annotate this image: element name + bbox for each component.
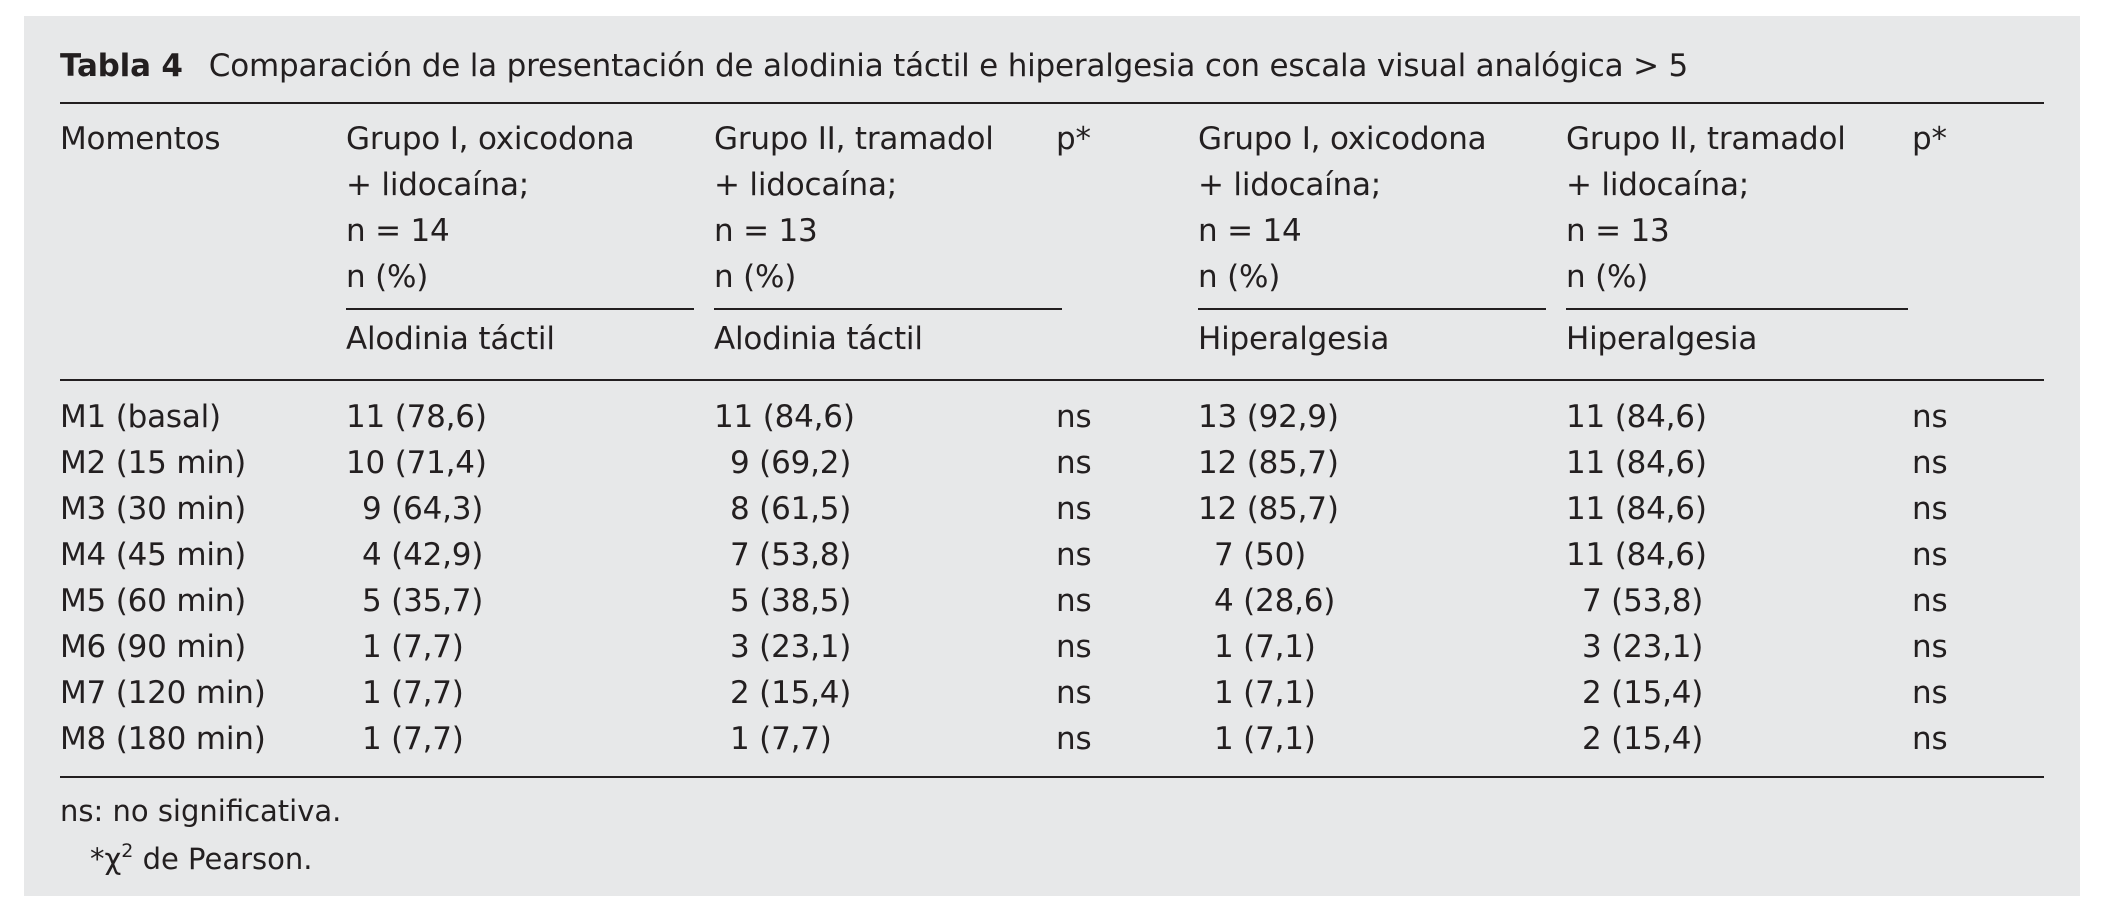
table-cell: ns: [1912, 675, 1948, 711]
table-title: [60, 46, 1688, 86]
table-cell: 1 (7,1): [1214, 675, 1316, 711]
table-cell: 3 (23,1): [730, 629, 852, 665]
table-cell: 5 (35,7): [362, 583, 484, 619]
row-moment: M1 (basal): [60, 399, 221, 435]
group-rule-2: [714, 308, 1062, 310]
table-cell: 13 (92,9): [1198, 399, 1339, 435]
column-header-2: [714, 116, 994, 300]
table-cell: 11 (78,6): [346, 399, 487, 435]
table-panel: [24, 16, 2080, 896]
column-header-line: n = 13: [1566, 213, 1670, 249]
table-cell: ns: [1056, 583, 1092, 619]
table-cell: ns: [1912, 583, 1948, 619]
table-cell: 12 (85,7): [1198, 491, 1339, 527]
table-cell: 4 (28,6): [1214, 583, 1336, 619]
row-moment: M8 (180 min): [60, 721, 266, 757]
table-cell: 1 (7,7): [730, 721, 832, 757]
column-subheader-5: Hiperalgesia: [1566, 321, 1758, 357]
table-caption: Comparación de la presentación de alodinia táctil e hiperalgesia con escala visual analógica > 5: [208, 48, 1689, 84]
table-cell: 8 (61,5): [730, 491, 852, 527]
column-header-line: n (%): [1198, 259, 1281, 295]
column-header-line: Grupo I, oxicodona: [1198, 121, 1487, 157]
row-moment: M3 (30 min): [60, 491, 247, 527]
table-cell: ns: [1056, 537, 1092, 573]
table-cell: 3 (23,1): [1582, 629, 1704, 665]
table-cell: 7 (50): [1214, 537, 1307, 573]
table-cell: 4 (42,9): [362, 537, 484, 573]
column-subheader-2: Alodinia táctil: [714, 321, 923, 357]
table-cell: 5 (38,5): [730, 583, 852, 619]
table-cell: 1 (7,1): [1214, 721, 1316, 757]
column-header-line: + lidocaína;: [1566, 167, 1750, 203]
table-cell: 2 (15,4): [1582, 675, 1704, 711]
column-header-line: Grupo II, tramadol: [1566, 121, 1846, 157]
column-header-1: [346, 116, 634, 300]
column-header-line: n (%): [714, 259, 797, 295]
column-header-line: n = 14: [346, 213, 450, 249]
table-cell: 12 (85,7): [1198, 445, 1339, 481]
row-moment: M6 (90 min): [60, 629, 247, 665]
row-moment: M5 (60 min): [60, 583, 247, 619]
group-rule-4: [1566, 308, 1908, 310]
table-cell: ns: [1912, 721, 1948, 757]
column-header-line: p*: [1912, 121, 1947, 157]
column-header-line: Grupo I, oxicodona: [346, 121, 635, 157]
table-cell: ns: [1912, 537, 1948, 573]
column-header-line: + lidocaína;: [714, 167, 898, 203]
table-cell: 11 (84,6): [1566, 491, 1707, 527]
table-cell: ns: [1056, 445, 1092, 481]
column-header-line: + lidocaína;: [1198, 167, 1382, 203]
table-cell: ns: [1912, 445, 1948, 481]
table-cell: ns: [1912, 491, 1948, 527]
bottom-rule: [60, 776, 2044, 778]
table-cell: 2 (15,4): [1582, 721, 1704, 757]
table-cell: 7 (53,8): [730, 537, 852, 573]
table-cell: 11 (84,6): [714, 399, 855, 435]
table-cell: ns: [1056, 491, 1092, 527]
table-cell: 1 (7,7): [362, 629, 464, 665]
table-cell: 10 (71,4): [346, 445, 487, 481]
column-header-6: [1912, 116, 1947, 162]
table-cell: ns: [1056, 629, 1092, 665]
column-header-line: Grupo II, tramadol: [714, 121, 994, 157]
footnote-ns: ns: no significativa.: [60, 794, 342, 828]
column-header-line: n = 13: [714, 213, 818, 249]
table-cell: 11 (84,6): [1566, 399, 1707, 435]
column-header-3: [1056, 116, 1091, 162]
table-cell: 11 (84,6): [1566, 537, 1707, 573]
row-header: Momentos: [60, 121, 221, 157]
table-cell: 9 (69,2): [730, 445, 852, 481]
table-cell: 11 (84,6): [1566, 445, 1707, 481]
table-cell: ns: [1912, 399, 1948, 435]
column-header-line: n (%): [346, 259, 429, 295]
table-cell: 1 (7,7): [362, 721, 464, 757]
column-header-line: p*: [1056, 121, 1091, 157]
column-header-line: n (%): [1566, 259, 1649, 295]
table-cell: ns: [1056, 675, 1092, 711]
table-cell: ns: [1056, 399, 1092, 435]
table-cell: 1 (7,7): [362, 675, 464, 711]
table-cell: ns: [1912, 629, 1948, 665]
column-subheader-1: Alodinia táctil: [346, 321, 555, 357]
table-cell: ns: [1056, 721, 1092, 757]
group-rule-1: [346, 308, 694, 310]
table-cell: 9 (64,3): [362, 491, 484, 527]
table-cell: 1 (7,1): [1214, 629, 1316, 665]
top-rule: [60, 102, 2044, 104]
row-moment: M7 (120 min): [60, 675, 266, 711]
header-bottom-rule: [60, 379, 2044, 381]
group-rule-3: [1198, 308, 1546, 310]
column-header-4: [1198, 116, 1486, 300]
column-subheader-4: Hiperalgesia: [1198, 321, 1390, 357]
column-header-line: n = 14: [1198, 213, 1302, 249]
row-moment: M2 (15 min): [60, 445, 247, 481]
row-moment: M4 (45 min): [60, 537, 247, 573]
column-header-5: [1566, 116, 1846, 300]
table-cell: 7 (53,8): [1582, 583, 1704, 619]
column-header-line: + lidocaína;: [346, 167, 530, 203]
table-label: Tabla 4: [60, 48, 183, 84]
table-cell: 2 (15,4): [730, 675, 852, 711]
footnote-chi: $*\chi^2$ de Pearson.: [90, 840, 313, 876]
